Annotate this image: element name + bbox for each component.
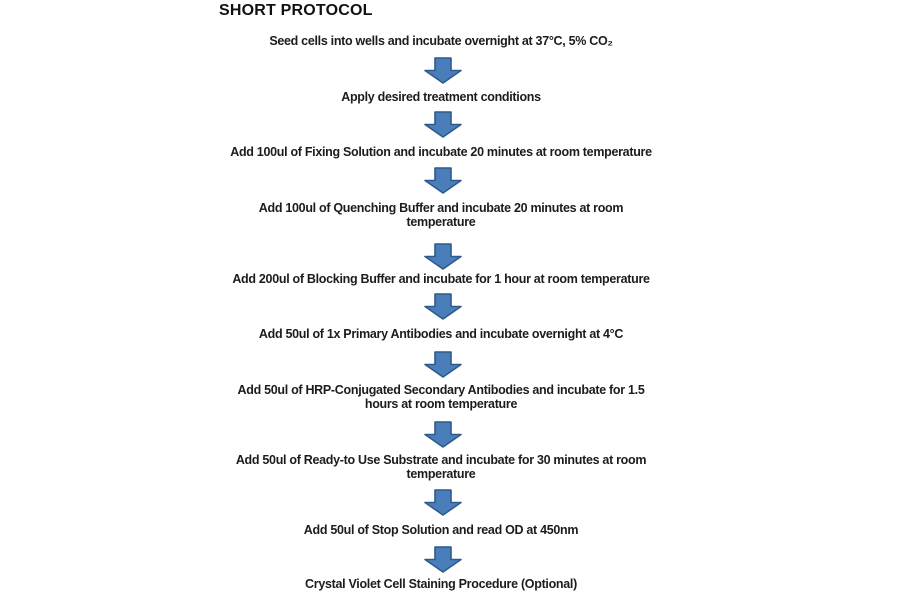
down-arrow-icon <box>423 167 463 194</box>
step-text: temperature <box>406 215 476 229</box>
step-text: Add 50ul of Ready-to Use Substrate and incubate for 30 minutes at room <box>235 453 647 467</box>
down-arrow-icon <box>423 421 463 448</box>
down-arrow-icon <box>423 546 463 573</box>
page-title: SHORT PROTOCOL <box>219 2 373 19</box>
down-arrow-shape <box>425 58 461 83</box>
down-arrow-icon <box>423 489 463 516</box>
protocol-step-crystal-violet <box>41 577 841 591</box>
protocol-step-primary-antibodies <box>41 327 841 341</box>
down-arrow-icon <box>423 243 463 270</box>
down-arrow-icon <box>423 111 463 138</box>
step-text: Apply desired treatment conditions <box>341 90 541 104</box>
step-text: hours at room temperature <box>364 397 518 411</box>
down-arrow-shape <box>425 547 461 572</box>
down-arrow-shape <box>425 490 461 515</box>
protocol-step-secondary-antibodies <box>41 383 841 411</box>
protocol-step-apply-treatment <box>41 90 841 104</box>
down-arrow-icon <box>423 57 463 84</box>
protocol-step-seed-cells <box>41 34 841 48</box>
protocol-step-blocking-buffer <box>41 272 841 286</box>
protocol-step-stop-solution <box>41 523 841 537</box>
down-arrow-shape <box>425 422 461 447</box>
step-text: Add 50ul of HRP-Conjugated Secondary Antibodies and incubate for 1.5 <box>237 383 645 397</box>
down-arrow-shape <box>425 294 461 319</box>
protocol-step-quenching-buffer <box>41 201 841 229</box>
protocol-step-fixing-solution <box>41 145 841 159</box>
step-text: Add 100ul of Fixing Solution and incubate 20 minutes at room temperature <box>230 145 652 159</box>
down-arrow-shape <box>425 352 461 377</box>
step-text: Add 50ul of 1x Primary Antibodies and incubate overnight at 4°C <box>258 327 624 341</box>
step-text: Seed cells into wells and incubate overnight at 37°C, 5% CO₂ <box>269 34 613 48</box>
step-text: Add 100ul of Quenching Buffer and incubate 20 minutes at room <box>258 201 624 215</box>
down-arrow-shape <box>425 112 461 137</box>
step-text: Add 200ul of Blocking Buffer and incubate for 1 hour at room temperature <box>232 272 650 286</box>
protocol-step-substrate <box>41 453 841 481</box>
step-text: Add 50ul of Stop Solution and read OD at 450nm <box>303 523 579 537</box>
down-arrow-icon <box>423 293 463 320</box>
down-arrow-icon <box>423 351 463 378</box>
down-arrow-shape <box>425 244 461 269</box>
down-arrow-shape <box>425 168 461 193</box>
step-text: temperature <box>406 467 476 481</box>
step-text: Crystal Violet Cell Staining Procedure (Optional) <box>305 577 577 591</box>
